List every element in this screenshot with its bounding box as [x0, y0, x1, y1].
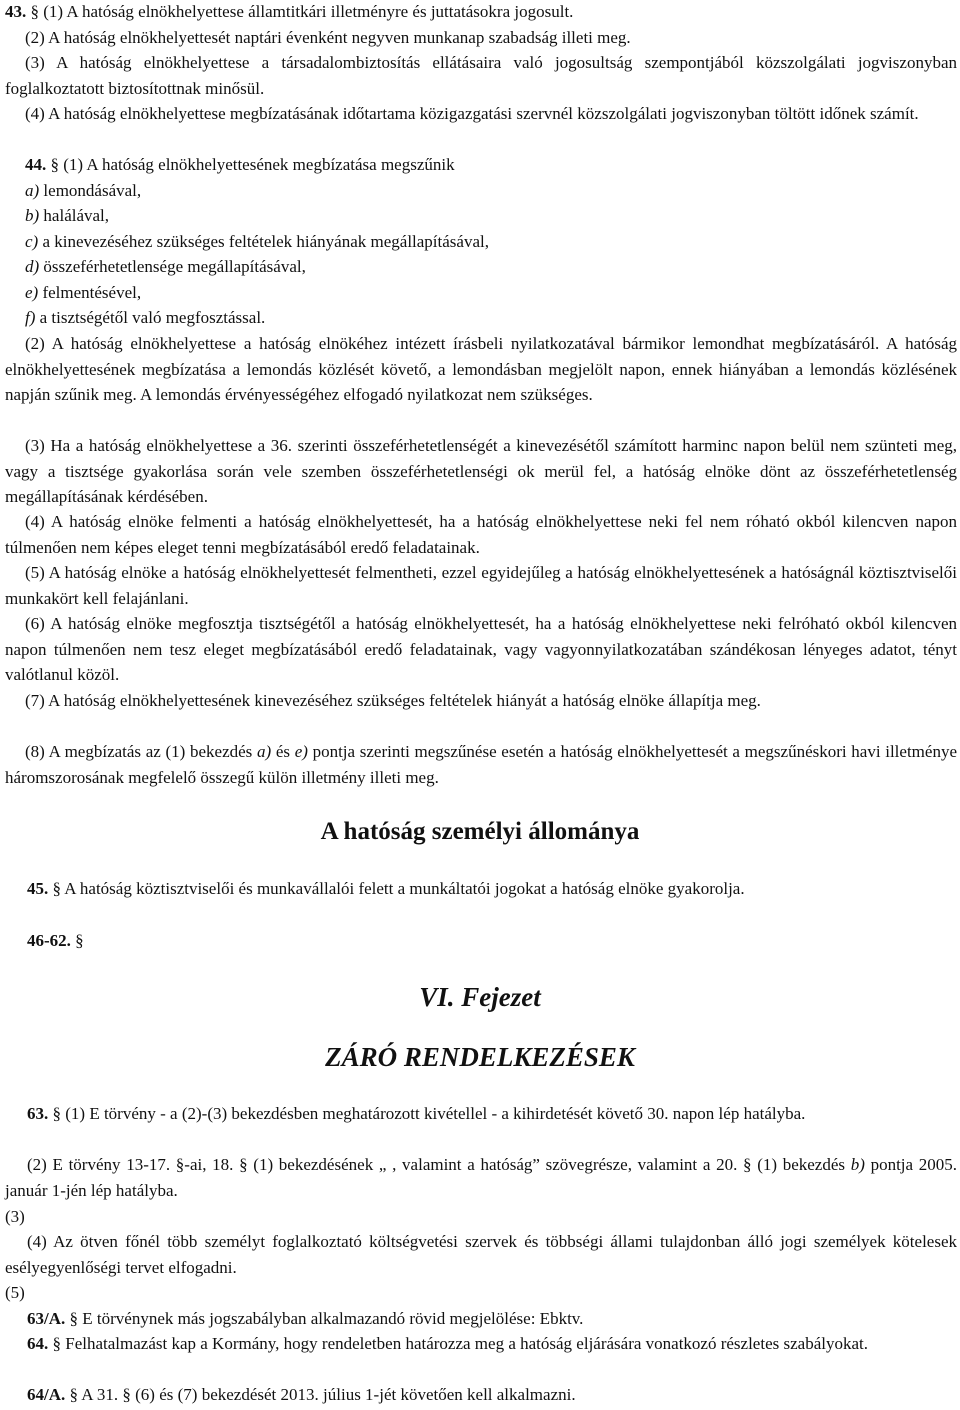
- section-sign: §: [52, 879, 61, 898]
- section-44-para-7: (7) A hatóság elnökhelyettesének kinevezéséhez szükséges feltételek hiányát a hatóság elnöke állapítja meg.: [25, 691, 761, 710]
- section-number: 64/A.: [27, 1385, 66, 1404]
- section-63-para-1: 63. § (1) E törvény - a (2)-(3) bekezdésben meghatározott kivétellel - a kihirdetését követő 30. napon lép hatályba.: [27, 1104, 806, 1123]
- section-44-para-3: (3) Ha a hatóság elnökhelyettese a 36. szerinti összeférhetetlenségét a kinevezésétől számított harminc napon belül nem szünteti meg, vagy a tisztsége gyakorlása során vele szemben összeférhetetlenségi ok merül fel, a hatóság elnöke dönt az összeférhetetlenség megállapításának kérdésében.: [5, 436, 957, 507]
- section-sign: §: [52, 1104, 61, 1123]
- section-43-para-3: (3) A hatóság elnökhelyettese a társadalombiztosítás ellátásaira való jogosultság szempontjából közszolgálati jogviszonyban foglalkoztatott biztosítottnak minősül.: [5, 53, 957, 98]
- section-number: 43.: [5, 2, 27, 21]
- section-number: 45.: [27, 879, 49, 898]
- section-63-para-3: (3): [5, 1207, 25, 1226]
- section-sign: §: [75, 931, 84, 950]
- section-43-para-2: (2) A hatóság elnökhelyettesét naptári évenként negyven munkanap szabadság illeti meg.: [25, 28, 631, 47]
- list-item-d: d) összeférhetetlensége megállapításával,: [25, 257, 306, 276]
- section-43-para-1: 43. § (1) A hatóság elnökhelyettese államtitkári illetményre és juttatásokra jogosult.: [5, 2, 574, 21]
- section-63-para-2: (2) E törvény 13-17. §-ai, 18. § (1) bekezdésének „ , valamint a hatóság” szövegrésze, valamint a 20. § (1) bekezdés b) pontja 2005. január 1-jén lép hatályba.: [5, 1155, 957, 1200]
- section-number: 46-62.: [27, 931, 71, 950]
- section-44-para-8: (8) A megbízatás az (1) bekezdés a) és e) pontja szerinti megszűnése esetén a hatóság elnökhelyettesét a megszűnéskori havi illetménye háromszorosának megfelelő összegű külön illetmény illeti meg.: [5, 742, 957, 787]
- section-44-para-4: (4) A hatóság elnöke felmenti a hatóság elnökhelyettesét, ha a hatóság elnökhelyettese neki fel nem róható okból kilencven napon túlmenően nem képes eleget tenni megbízatásából eredő feladatainak.: [5, 512, 957, 557]
- list-item-f: f) a tisztségétől való megfosztással.: [25, 308, 266, 327]
- section-number: 63/A.: [27, 1309, 66, 1328]
- section-44-para-5: (5) A hatóság elnöke a hatóság elnökhelyettesét felmentheti, ezzel egyidejűleg a hatóság elnökhelyettesének a hatóságnál köztisztviselői munkakört kell felajánlani.: [5, 563, 957, 608]
- section-number: 63.: [27, 1104, 49, 1123]
- section-63a: 63/A. § E törvénynek más jogszabályban alkalmazandó rövid megjelölése: Ebktv.: [27, 1309, 584, 1328]
- section-44-para-6: (6) A hatóság elnöke megfosztja tisztségétől a hatóság elnökhelyettesét, ha a hatóság elnökhelyettese neki felróható okból kilencven napon túlmenően nem tesz eleget megbízatásából eredő feladatainak, vagy vagyonnyilatkozatában szándékosan lényeges adatot, tényt valótlanul közöl.: [5, 614, 957, 685]
- section-63-para-5: (5): [5, 1283, 25, 1302]
- list-item-c: c) a kinevezéséhez szükséges feltételek hiányának megállapításával,: [25, 232, 489, 251]
- section-number: 64.: [27, 1334, 49, 1353]
- section-46-62: [5, 928, 957, 954]
- section-sign: §: [30, 2, 39, 21]
- section-number: 44.: [25, 155, 47, 174]
- chapter-heading: VI. Fejezet: [419, 982, 541, 1012]
- list-item-a: a) lemondásával,: [25, 181, 142, 200]
- heading-staff: A hatóság személyi állománya: [320, 818, 640, 845]
- section-44-para-1: 44. § (1) A hatóság elnökhelyettesének megbízatása megszűnik: [25, 155, 455, 174]
- list-item-b: b) halálával,: [25, 206, 110, 225]
- section-sign: §: [52, 1334, 61, 1353]
- section-sign: §: [69, 1309, 78, 1328]
- section-44-para-2: (2) A hatóság elnökhelyettese a hatóság elnökéhez intézett írásbeli nyilatkozatával bármikor lemondhat megbízatásáról. A hatóság elnökhelyettesének megbízatása a lemondás közlését követő, a lemondásban megjelölt napon, ennek hiányában a lemondás közlésének napján szűnik meg. A lemondás érvényességéhez elfogadó nyilatkozat nem szükséges.: [5, 334, 957, 405]
- section-64a: 64/A. § A 31. § (6) és (7) bekezdését 2013. július 1-jét követően kell alkalmazni.: [27, 1385, 576, 1404]
- section-63-para-4: (4) Az ötven főnél több személyt foglalkoztató költségvetési szervek és többségi állami tulajdonban álló jogi személyek kötelesek esélyegyenlőségi tervet elfogadni.: [5, 1232, 957, 1277]
- chapter-title: ZÁRÓ RENDELKEZÉSEK: [325, 1042, 635, 1072]
- section-sign: §: [69, 1385, 78, 1404]
- section-sign: §: [50, 155, 59, 174]
- section-45: 45. § A hatóság köztisztviselői és munkavállalói felett a munkáltatói jogokat a hatóság elnöke gyakorolja.: [27, 879, 745, 898]
- list-item-e: e) felmentésével,: [25, 283, 142, 302]
- section-64: 64. § Felhatalmazást kap a Kormány, hogy rendeletben határozza meg a hatóság eljárására vonatkozó részletes szabályokat.: [27, 1334, 868, 1353]
- section-43-para-4: (4) A hatóság elnökhelyettese megbízatásának időtartama közigazgatási szervnél közszolgálati jogviszonyban töltött időnek számít.: [25, 104, 919, 123]
